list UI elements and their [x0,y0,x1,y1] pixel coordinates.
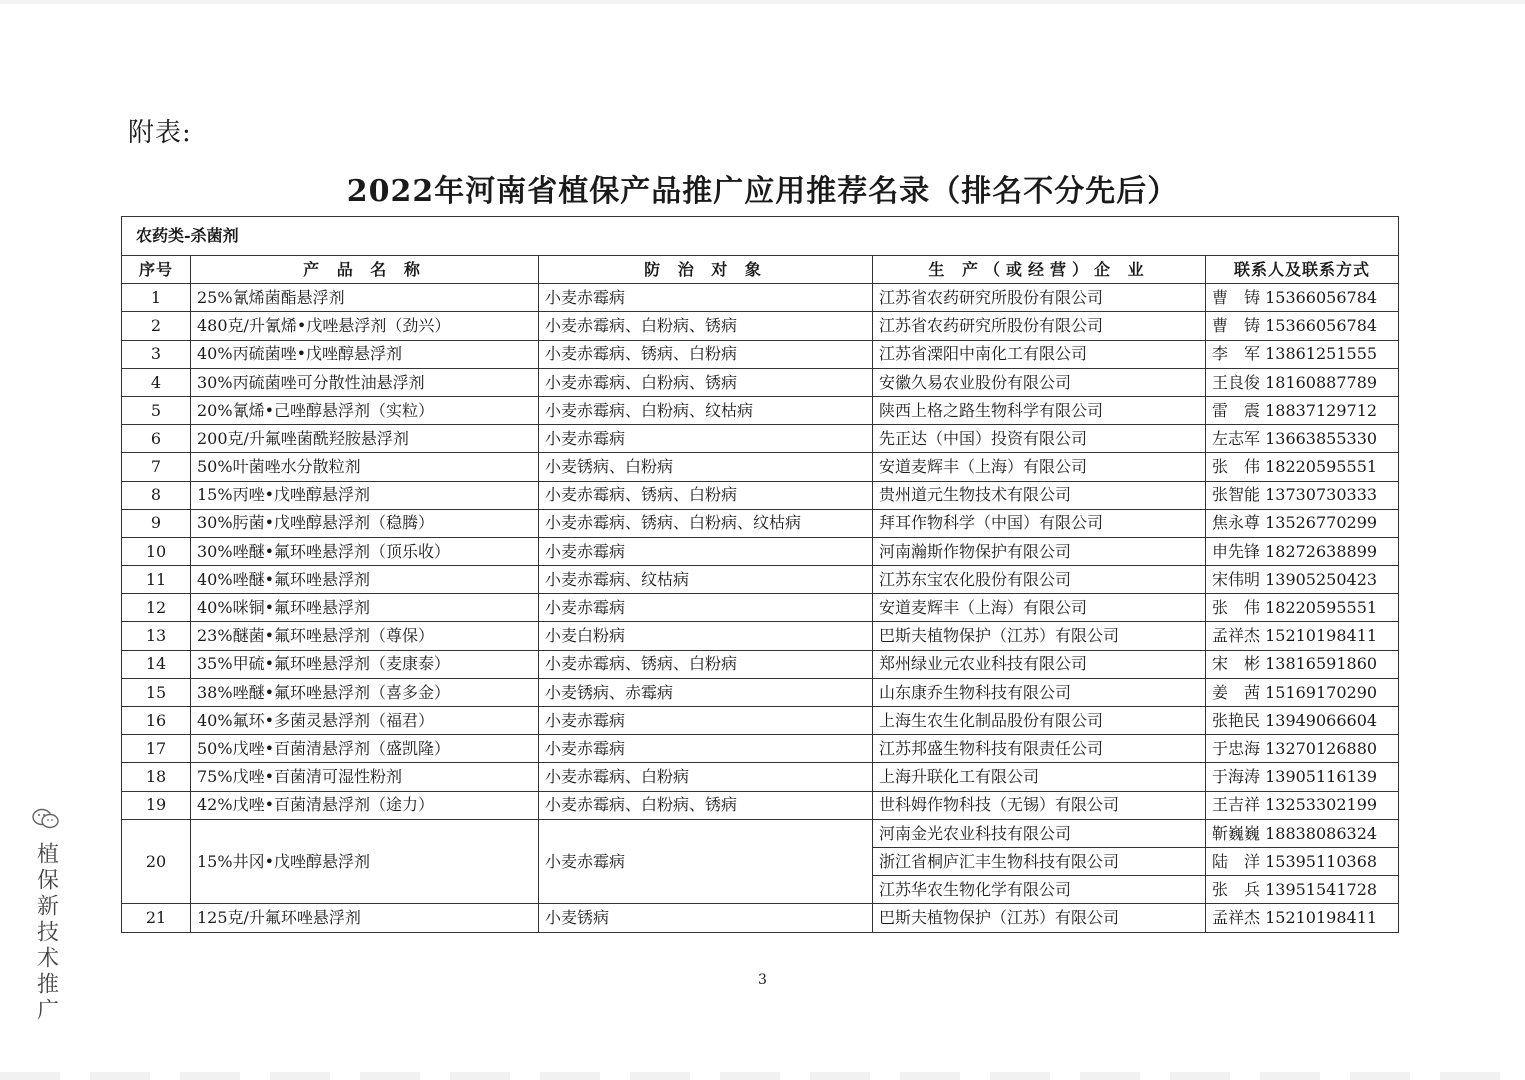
cell-contact: 申先锋 18272638899 [1206,537,1399,565]
cell-product: 125克/升氟环唑悬浮剂 [191,904,539,932]
cell-company: 安道麦辉丰（上海）有限公司 [873,453,1206,481]
cell-contact: 左志军 13663855330 [1206,425,1399,453]
table-row [122,819,1399,847]
cell-target: 小麦赤霉病、白粉病、锈病 [539,791,873,819]
cell-target: 小麦赤霉病、白粉病、纹枯病 [539,396,873,424]
cell-company: 上海升联化工有限公司 [873,763,1206,791]
cell-product: 200克/升氟唑菌酰羟胺悬浮剂 [191,425,539,453]
cell-company: 陕西上格之路生物科学有限公司 [873,396,1206,424]
cell-target: 小麦锈病 [539,904,873,932]
cell-company: 贵州道元生物技术有限公司 [873,481,1206,509]
cell-company: 先正达（中国）投资有限公司 [873,425,1206,453]
cell-contact: 于海涛 13905116139 [1206,763,1399,791]
cell-target: 小麦赤霉病、锈病、白粉病、纹枯病 [539,509,873,537]
cell-no: 16 [122,707,191,735]
cell-target: 小麦赤霉病 [539,735,873,763]
header-no: 序号 [122,256,191,284]
table-row [122,678,1399,706]
cell-no: 3 [122,340,191,368]
cell-contact: 王良俊 18160887789 [1206,368,1399,396]
table-row [122,453,1399,481]
table-row [122,284,1399,312]
cell-contact: 姜 茜 15169170290 [1206,678,1399,706]
cell-no: 6 [122,425,191,453]
cell-product: 50%戊唑•百菌清悬浮剂（盛凯隆） [191,735,539,763]
cell-target: 小麦赤霉病、白粉病 [539,763,873,791]
table-row [122,312,1399,340]
cell-no: 14 [122,650,191,678]
scan-top-edge [0,0,1525,4]
cell-product: 40%咪铜•氟环唑悬浮剂 [191,594,539,622]
cell-target: 小麦赤霉病 [539,425,873,453]
cell-no: 1 [122,284,191,312]
cell-company: 江苏省溧阳中南化工有限公司 [873,340,1206,368]
cell-company: 河南金光农业科技有限公司 [873,819,1206,847]
category-row [122,217,1399,256]
table-row [122,650,1399,678]
watermark [26,808,66,1024]
cell-product: 40%氟环•多菌灵悬浮剂（福君） [191,707,539,735]
table-row [122,509,1399,537]
table-row [122,368,1399,396]
cell-contact: 焦永尊 13526770299 [1206,509,1399,537]
cell-product: 40%丙硫菌唑•戊唑醇悬浮剂 [191,340,539,368]
cell-no: 8 [122,481,191,509]
wechat-icon [32,808,60,830]
cell-company: 河南瀚斯作物保护有限公司 [873,537,1206,565]
cell-no: 11 [122,566,191,594]
cell-no: 7 [122,453,191,481]
cell-target: 小麦赤霉病、锈病、白粉病 [539,340,873,368]
table-row [122,481,1399,509]
cell-contact: 宋 彬 13816591860 [1206,650,1399,678]
cell-contact: 张智能 13730730333 [1206,481,1399,509]
cell-product: 23%醚菌•氟环唑悬浮剂（尊保） [191,622,539,650]
cell-target: 小麦赤霉病、锈病、白粉病 [539,650,873,678]
cell-contact: 张 伟 18220595551 [1206,453,1399,481]
cell-product: 42%戊唑•百菌清悬浮剂（途力） [191,791,539,819]
cell-product: 15%丙唑•戊唑醇悬浮剂 [191,481,539,509]
cell-no: 20 [122,819,191,904]
cell-company: 上海生农生化制品股份有限公司 [873,707,1206,735]
cell-contact: 靳巍巍 18838086324 [1206,819,1399,847]
appendix-label: 附表: [128,118,192,148]
table-row [122,594,1399,622]
cell-product: 30%丙硫菌唑可分散性油悬浮剂 [191,368,539,396]
cell-no: 13 [122,622,191,650]
cell-contact: 于忠海 13270126880 [1206,735,1399,763]
cell-company: 巴斯夫植物保护（江苏）有限公司 [873,904,1206,932]
cell-product: 35%甲硫•氟环唑悬浮剂（麦康泰） [191,650,539,678]
cell-contact: 王吉祥 13253302199 [1206,791,1399,819]
cell-contact: 李 军 13861251555 [1206,340,1399,368]
cell-product: 30%唑醚•氟环唑悬浮剂（顶乐收） [191,537,539,565]
table-row [122,537,1399,565]
cell-target: 小麦锈病、白粉病 [539,453,873,481]
cell-company: 安道麦辉丰（上海）有限公司 [873,594,1206,622]
cell-product: 25%氰烯菌酯悬浮剂 [191,284,539,312]
header-company: 生 产（或经营）企 业 [873,256,1206,284]
cell-contact: 孟祥杰 15210198411 [1206,904,1399,932]
page-number: 3 [758,972,767,988]
watermark-text: 植保新技术推广 [33,842,59,1024]
cell-target: 小麦赤霉病 [539,537,873,565]
cell-target: 小麦赤霉病 [539,819,873,904]
cell-company: 浙江省桐庐汇丰生物科技有限公司 [873,847,1206,875]
cell-target: 小麦赤霉病、纹枯病 [539,566,873,594]
cell-target: 小麦赤霉病 [539,594,873,622]
table-row [122,340,1399,368]
cell-product: 40%唑醚•氟环唑悬浮剂 [191,566,539,594]
cell-company: 江苏邦盛生物科技有限责任公司 [873,735,1206,763]
header-contact: 联系人及联系方式 [1206,256,1399,284]
cell-product: 30%肟菌•戊唑醇悬浮剂（稳腾） [191,509,539,537]
cell-contact: 曹 铸 15366056784 [1206,284,1399,312]
cell-no: 21 [122,904,191,932]
cell-product: 480克/升氰烯•戊唑悬浮剂（劲兴） [191,312,539,340]
document-title: 2022年河南省植保产品推广应用推荐名录（排名不分先后） [346,174,1179,209]
cell-company: 江苏省农药研究所股份有限公司 [873,312,1206,340]
cell-contact: 张 兵 13951541728 [1206,876,1399,904]
cell-no: 18 [122,763,191,791]
category-label: 农药类-杀菌剂 [122,217,1399,256]
table-row [122,735,1399,763]
header-row [122,256,1399,284]
cell-target: 小麦锈病、赤霉病 [539,678,873,706]
table-row [122,622,1399,650]
cell-product: 38%唑醚•氟环唑悬浮剂（喜多金） [191,678,539,706]
cell-contact: 雷 震 18837129712 [1206,396,1399,424]
cell-company: 安徽久易农业股份有限公司 [873,368,1206,396]
cell-product: 50%叶菌唑水分散粒剂 [191,453,539,481]
cell-no: 12 [122,594,191,622]
cell-company: 拜耳作物科学（中国）有限公司 [873,509,1206,537]
cell-target: 小麦赤霉病 [539,707,873,735]
scan-bottom-edge [0,1072,1525,1080]
table-row [122,396,1399,424]
cell-contact: 孟祥杰 15210198411 [1206,622,1399,650]
table-row [122,425,1399,453]
cell-contact: 张艳民 13949066604 [1206,707,1399,735]
table-row [122,904,1399,932]
cell-company: 江苏华农生物化学有限公司 [873,876,1206,904]
header-product: 产 品 名 称 [191,256,539,284]
cell-company: 郑州绿业元农业科技有限公司 [873,650,1206,678]
cell-company: 巴斯夫植物保护（江苏）有限公司 [873,622,1206,650]
table-row [122,566,1399,594]
cell-no: 10 [122,537,191,565]
cell-no: 17 [122,735,191,763]
cell-target: 小麦赤霉病、白粉病、锈病 [539,312,873,340]
recommendation-table [121,216,1399,933]
table-row [122,707,1399,735]
cell-target: 小麦赤霉病、白粉病、锈病 [539,368,873,396]
cell-no: 9 [122,509,191,537]
cell-company: 世科姆作物科技（无锡）有限公司 [873,791,1206,819]
cell-no: 15 [122,678,191,706]
cell-contact: 宋伟明 13905250423 [1206,566,1399,594]
cell-no: 5 [122,396,191,424]
cell-product: 75%戊唑•百菌清可湿性粉剂 [191,763,539,791]
cell-contact: 陆 洋 15395110368 [1206,847,1399,875]
cell-company: 江苏省农药研究所股份有限公司 [873,284,1206,312]
cell-no: 2 [122,312,191,340]
header-target: 防 治 对 象 [539,256,873,284]
cell-target: 小麦赤霉病、锈病、白粉病 [539,481,873,509]
cell-contact: 曹 铸 15366056784 [1206,312,1399,340]
table-row [122,791,1399,819]
cell-company: 江苏东宝农化股份有限公司 [873,566,1206,594]
cell-target: 小麦白粉病 [539,622,873,650]
cell-target: 小麦赤霉病 [539,284,873,312]
cell-product: 20%氰烯•己唑醇悬浮剂（实粒） [191,396,539,424]
cell-company: 山东康乔生物科技有限公司 [873,678,1206,706]
cell-no: 4 [122,368,191,396]
cell-product: 15%井冈•戊唑醇悬浮剂 [191,819,539,904]
cell-contact: 张 伟 18220595551 [1206,594,1399,622]
table-row [122,763,1399,791]
cell-no: 19 [122,791,191,819]
